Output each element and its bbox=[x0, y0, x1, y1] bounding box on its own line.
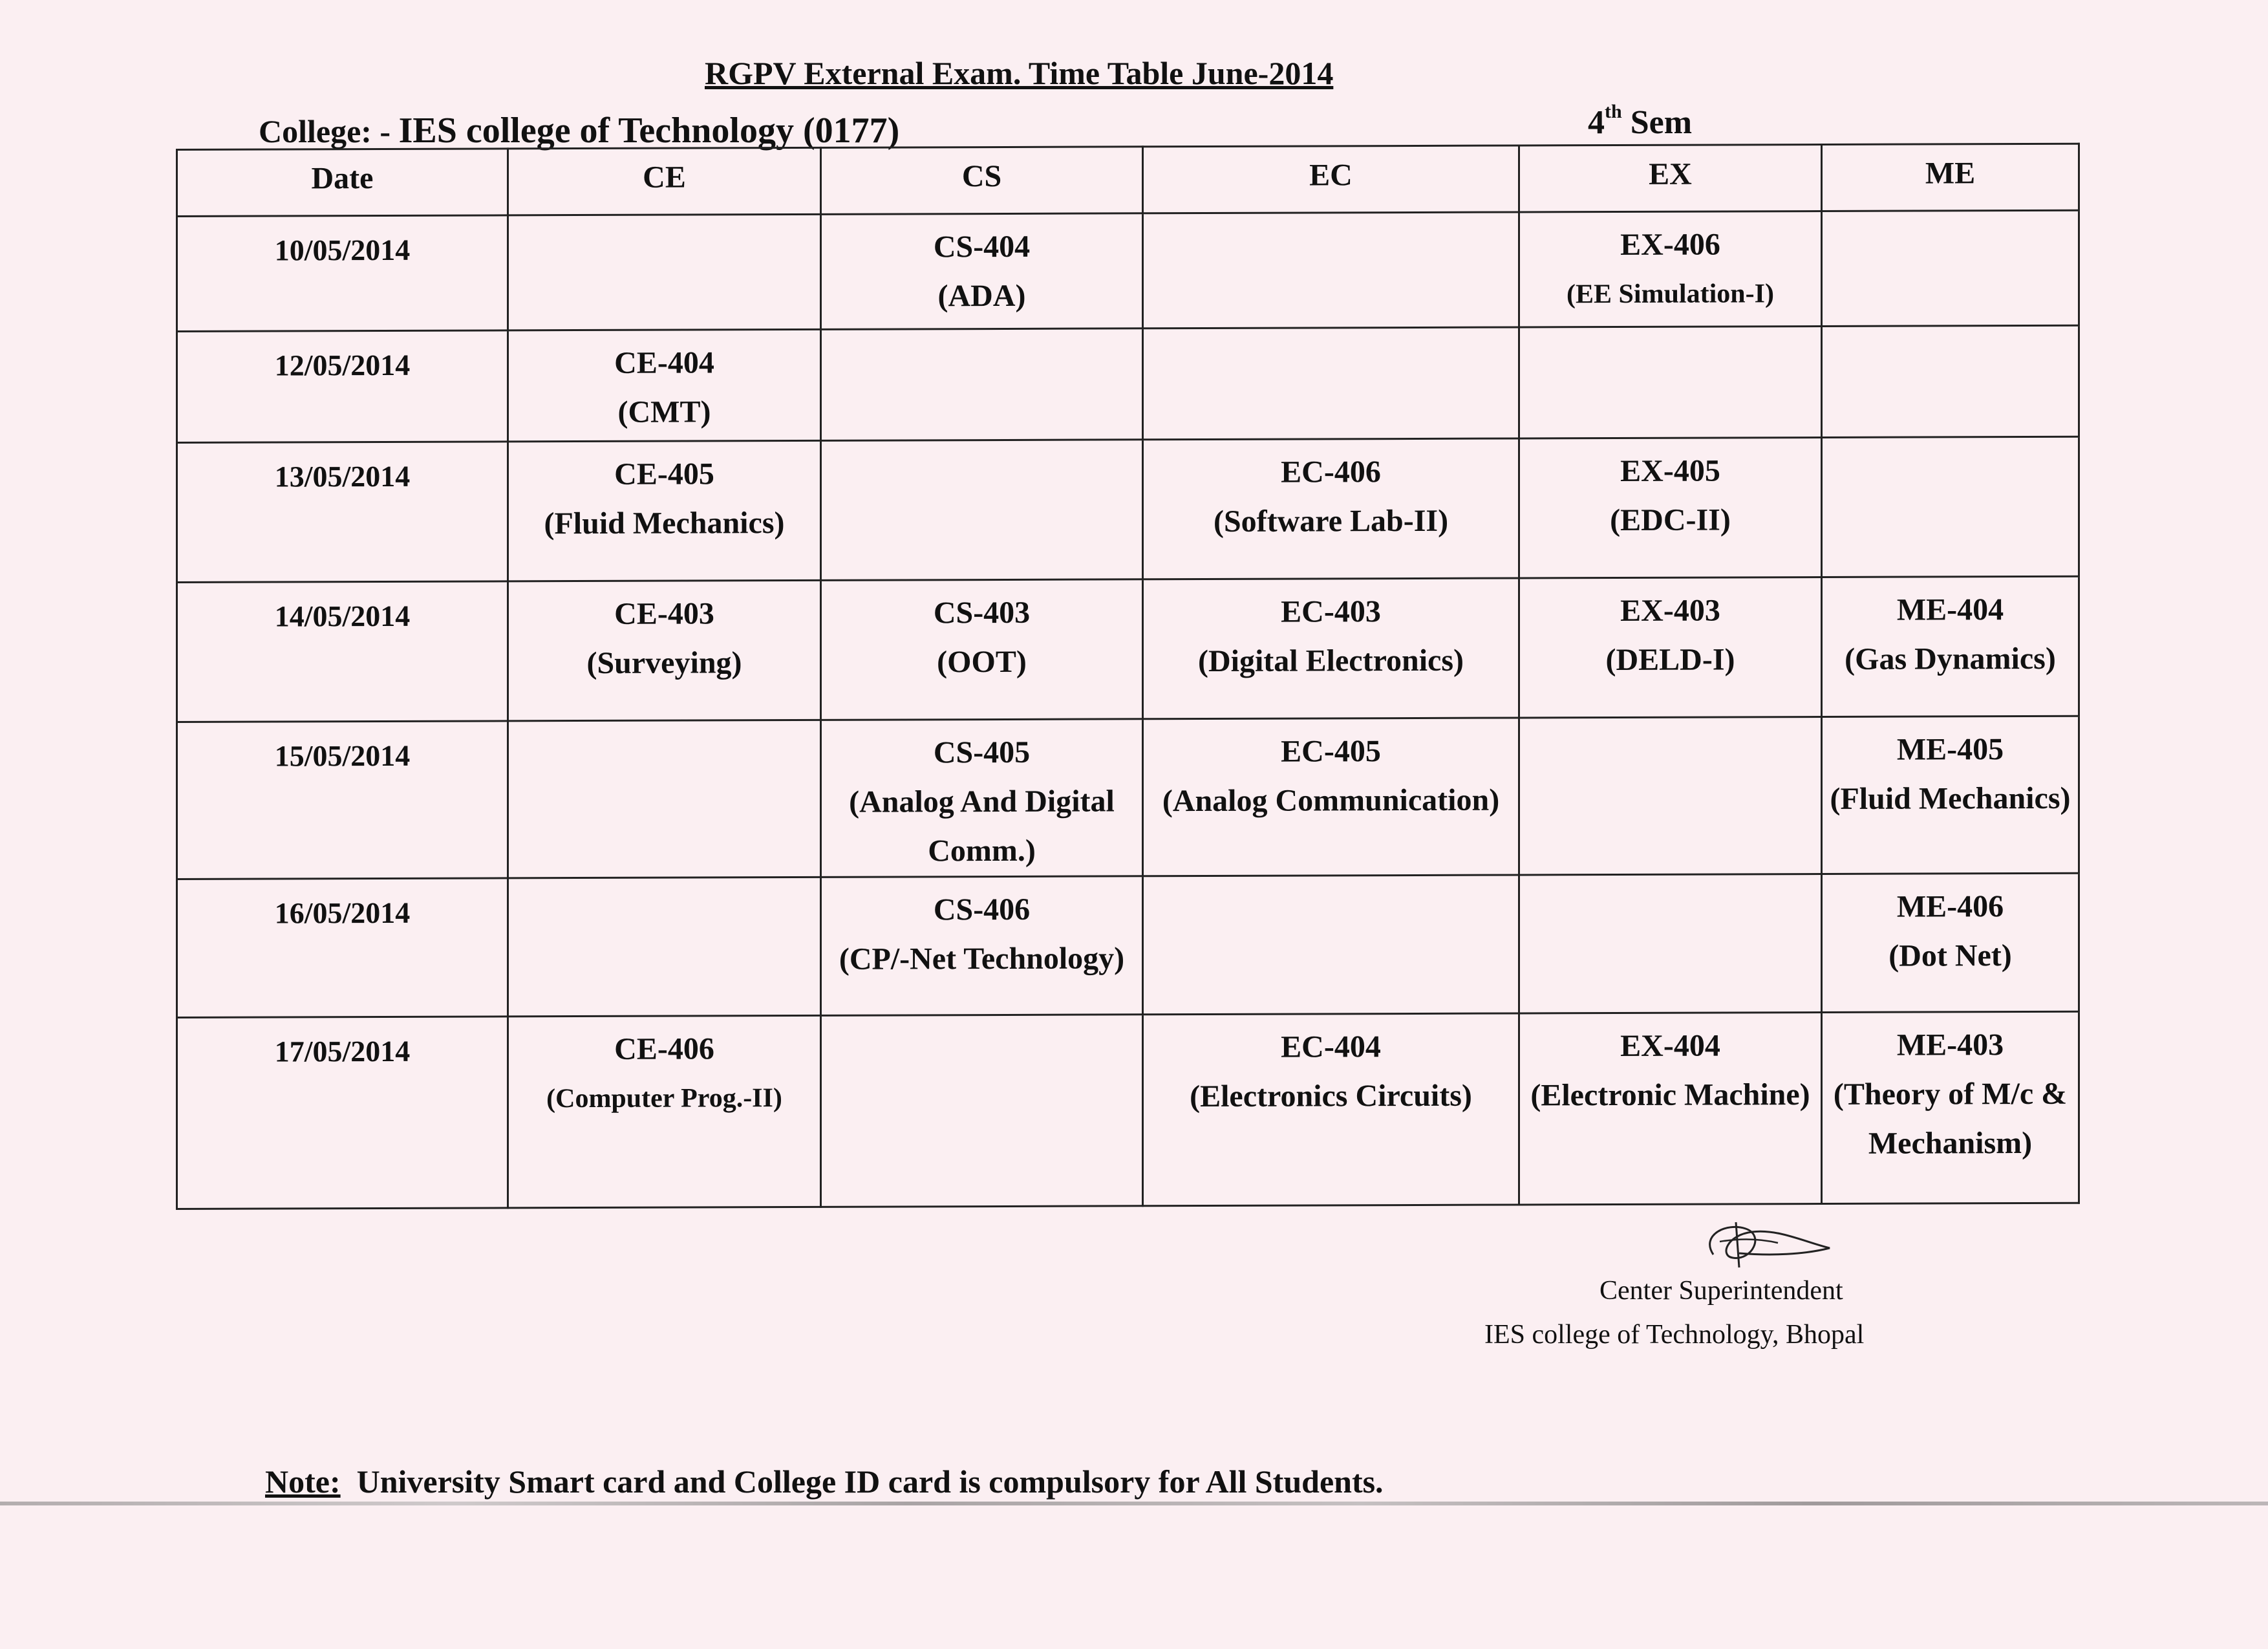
ex-cell bbox=[1519, 211, 1822, 327]
date-cell: 12/05/2014 bbox=[177, 330, 508, 443]
signature-title: Center Superintendent bbox=[1599, 1276, 1843, 1306]
semester-label bbox=[1588, 103, 1692, 142]
paper-subject: (OOT) bbox=[937, 644, 1027, 680]
ex-cell bbox=[1519, 717, 1822, 875]
paper-subject: (CMT) bbox=[617, 394, 711, 429]
college-line bbox=[259, 110, 899, 151]
ce-cell bbox=[508, 877, 821, 1017]
table-row bbox=[177, 325, 2079, 442]
me-cell bbox=[1822, 210, 2079, 326]
ce-cell bbox=[508, 1015, 821, 1208]
date-cell: 14/05/2014 bbox=[177, 581, 508, 722]
date-cell: 10/05/2014 bbox=[177, 215, 508, 332]
cs-cell bbox=[821, 440, 1143, 581]
me-cell bbox=[1822, 716, 2079, 874]
table-row bbox=[177, 873, 2079, 1017]
semester-number: 4 bbox=[1588, 104, 1605, 141]
table-row bbox=[177, 716, 2079, 879]
table-row bbox=[177, 210, 2079, 331]
ex-cell bbox=[1519, 327, 1822, 438]
paper-subject: (Analog Communication) bbox=[1162, 782, 1500, 819]
ec-cell bbox=[1143, 327, 1519, 440]
paper-subject: (Fluid Mechanics) bbox=[544, 506, 785, 541]
paper-code: CS-406 bbox=[933, 892, 1031, 927]
cs-cell bbox=[821, 719, 1143, 878]
paper-subject: (Surveying) bbox=[586, 645, 742, 681]
date-cell: 13/05/2014 bbox=[177, 442, 508, 583]
ce-cell bbox=[508, 720, 821, 878]
paper-subject: (Digital Electronics) bbox=[1197, 643, 1464, 679]
paper-code: EX-404 bbox=[1620, 1028, 1720, 1063]
paper-subject: (EDC-II) bbox=[1610, 502, 1731, 538]
paper-subject: (Dot Net) bbox=[1888, 938, 2012, 973]
paper-code: CS-403 bbox=[933, 595, 1031, 630]
paper-subject bbox=[827, 337, 1137, 338]
paper-code bbox=[1149, 884, 1513, 885]
paper-code bbox=[514, 223, 815, 224]
ex-cell bbox=[1519, 577, 1822, 718]
paper-code: EX-405 bbox=[1620, 453, 1720, 488]
paper-code: EC-405 bbox=[1281, 734, 1381, 769]
paper-code bbox=[827, 1023, 1137, 1024]
ec-cell bbox=[1143, 1013, 1519, 1206]
paper-code bbox=[827, 448, 1137, 449]
note-label: Note: bbox=[265, 1463, 341, 1500]
cs-cell bbox=[821, 213, 1143, 330]
paper-subject bbox=[1828, 334, 2073, 335]
date-cell: 17/05/2014 bbox=[177, 1017, 508, 1209]
paper-subject bbox=[1149, 221, 1513, 222]
paper-code: ME-404 bbox=[1896, 592, 2004, 627]
cs-cell bbox=[821, 876, 1143, 1016]
column-header-cs: CS bbox=[821, 147, 1143, 215]
paper-subject bbox=[827, 448, 1137, 449]
paper-code: ME-406 bbox=[1896, 889, 2004, 924]
page-title: RGPV External Exam. Time Table June-2014 bbox=[705, 55, 1334, 91]
paper-code: CE-406 bbox=[614, 1031, 714, 1066]
me-cell bbox=[1822, 1011, 2079, 1203]
column-header-ce: CE bbox=[508, 147, 821, 215]
paper-subject bbox=[1828, 219, 2073, 220]
paper-code: CS-404 bbox=[933, 229, 1031, 264]
paper-subject bbox=[1149, 884, 1513, 885]
paper-code: ME-403 bbox=[1896, 1028, 2004, 1062]
paper-subject bbox=[1149, 336, 1513, 338]
paper-code: EX-406 bbox=[1620, 227, 1720, 262]
table-row bbox=[177, 1011, 2079, 1209]
paper-subject bbox=[514, 223, 815, 224]
paper-code: EX-403 bbox=[1620, 593, 1720, 628]
me-cell bbox=[1822, 873, 2079, 1012]
footer-note bbox=[265, 1463, 1384, 1500]
paper-code bbox=[1149, 221, 1513, 222]
paper-code: CE-403 bbox=[614, 596, 714, 631]
cs-cell bbox=[821, 1015, 1143, 1207]
ex-cell bbox=[1519, 1013, 1822, 1205]
ec-cell bbox=[1143, 438, 1519, 579]
paper-subject: (Theory of M/c & Mechanism) bbox=[1833, 1076, 2068, 1161]
paper-code: EC-406 bbox=[1281, 455, 1381, 490]
me-cell bbox=[1822, 576, 2079, 717]
ex-cell bbox=[1519, 874, 1822, 1013]
paper-code bbox=[1828, 334, 2073, 335]
me-cell bbox=[1822, 325, 2079, 437]
ec-cell bbox=[1143, 875, 1519, 1015]
ec-cell bbox=[1143, 578, 1519, 719]
cs-cell bbox=[821, 329, 1143, 441]
me-cell bbox=[1822, 436, 2079, 577]
ce-cell bbox=[508, 329, 821, 442]
paper-subject bbox=[827, 1023, 1137, 1024]
paper-code: EC-403 bbox=[1281, 594, 1381, 629]
paper-code: ME-405 bbox=[1896, 732, 2004, 767]
paper-subject bbox=[1525, 335, 1815, 336]
paper-code bbox=[514, 886, 815, 887]
ec-cell bbox=[1143, 212, 1519, 329]
paper-subject: (Electronic Machine) bbox=[1530, 1077, 1810, 1113]
table-row bbox=[177, 576, 2079, 722]
column-header-ec: EC bbox=[1143, 146, 1519, 213]
handwritten-signature bbox=[1674, 1209, 1843, 1280]
paper-code bbox=[827, 337, 1137, 338]
paper-code: EC-404 bbox=[1281, 1029, 1381, 1064]
paper-subject bbox=[514, 886, 815, 887]
paper-subject: (Electronics Circuits) bbox=[1190, 1078, 1472, 1114]
paper-subject: (ADA) bbox=[937, 278, 1026, 314]
column-header-date: Date bbox=[177, 149, 508, 217]
paper-subject: (Software Lab-II) bbox=[1213, 503, 1449, 539]
ex-cell bbox=[1519, 438, 1822, 578]
paper-code: CE-405 bbox=[614, 457, 714, 491]
paper-subject: (Gas Dynamics) bbox=[1845, 641, 2056, 676]
signature-institution: IES college of Technology, Bhopal bbox=[1484, 1320, 1865, 1350]
paper-code bbox=[1149, 336, 1513, 338]
date-cell: 15/05/2014 bbox=[177, 721, 508, 879]
paper-code bbox=[1828, 219, 2073, 220]
table-row bbox=[177, 436, 2079, 582]
ec-cell bbox=[1143, 718, 1519, 876]
note-text: University Smart card and College ID card is compulsory for All Students. bbox=[340, 1463, 1384, 1500]
date-cell: 16/05/2014 bbox=[177, 878, 508, 1018]
paper-code bbox=[1525, 335, 1815, 336]
ce-cell bbox=[508, 440, 821, 581]
ce-cell bbox=[508, 580, 821, 721]
column-header-ex: EX bbox=[1519, 145, 1822, 212]
cs-cell bbox=[821, 579, 1143, 720]
paper-subject: (EE Simulation-I) bbox=[1567, 279, 1774, 310]
semester-word: Sem bbox=[1621, 104, 1693, 141]
paper-subject: (Analog And Digital Comm.) bbox=[849, 784, 1115, 868]
paper-subject: (Fluid Mechanics) bbox=[1830, 781, 2071, 816]
paper-subject: (CP/-Net Technology) bbox=[839, 941, 1125, 976]
semester-suffix: th bbox=[1605, 101, 1622, 122]
paper-code: CE-404 bbox=[614, 345, 714, 380]
scan-artifact-line bbox=[0, 1502, 2268, 1505]
college-name: IES college of Technology (0177) bbox=[398, 111, 900, 151]
paper-code: CS-405 bbox=[933, 735, 1031, 770]
ce-cell bbox=[508, 214, 821, 330]
paper-subject: (Computer Prog.-II) bbox=[546, 1083, 782, 1114]
header-row bbox=[177, 144, 2079, 216]
college-label: College: - bbox=[259, 113, 399, 149]
paper-subject: (DELD-I) bbox=[1605, 642, 1735, 678]
exam-timetable bbox=[176, 143, 2080, 1210]
column-header-me: ME bbox=[1822, 144, 2079, 211]
